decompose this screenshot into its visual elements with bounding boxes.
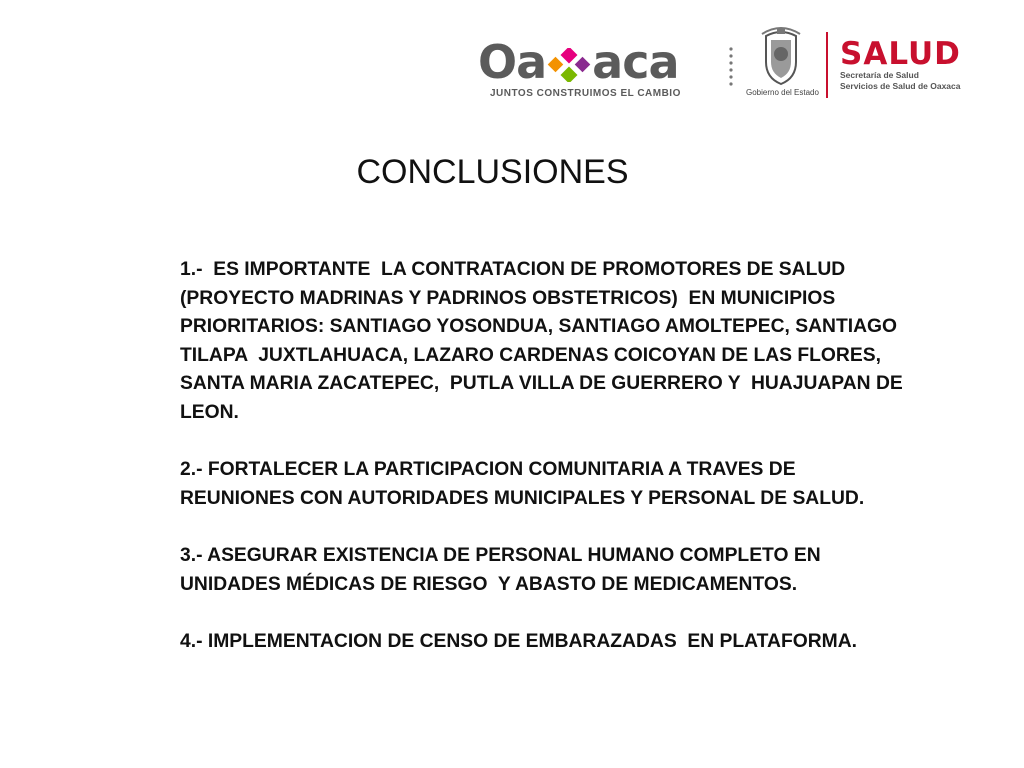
salud-wordmark: SALUD bbox=[840, 36, 961, 72]
oaxaca-wordmark-suffix: aca bbox=[592, 35, 679, 89]
oaxaca-logo bbox=[478, 36, 718, 106]
conclusion-item-1: 1.- ES IMPORTANTE LA CONTRATACION DE PROMOTORES DE SALUD (PROYECTO MADRINAS Y PADRINOS OBSTETRICOS) EN MUNICIPIOS PRIORITARIOS: SANTIAGO YOSONDUA, SANTIAGO AMOLTEPEC, SANTIAGO TILAPA JUXTLAHUACA, LAZARO CARDENAS COICOYAN DE LAS FLORES, SANTA MARIA ZACATEPEC, PUTLA VILLA DE GUERRERO Y HUAJUAPAN DE LEON. bbox=[180, 259, 903, 423]
oaxaca-tagline: JUNTOS CONSTRUIMOS EL CAMBIO bbox=[490, 88, 681, 99]
gobierno-escudo bbox=[746, 26, 819, 106]
coat-of-arms-icon bbox=[758, 26, 804, 86]
oaxaca-wordmark bbox=[478, 36, 679, 88]
oaxaca-x-mark-icon bbox=[546, 48, 592, 82]
header-divider bbox=[826, 32, 828, 98]
conclusions-list bbox=[180, 256, 940, 685]
separator-dots-icon bbox=[728, 46, 734, 86]
conclusion-item-2: 2.- FORTALECER LA PARTICIPACION COMUNITARIA A TRAVES DE REUNIONES CON AUTORIDADES MUNICIPALES Y PERSONAL DE SALUD. bbox=[180, 459, 865, 509]
gobierno-label: Gobierno del Estado bbox=[746, 88, 819, 97]
conclusion-item-3: 3.- ASEGURAR EXISTENCIA DE PERSONAL HUMANO COMPLETO EN UNIDADES MÉDICAS DE RIESGO Y ABASTO DE MEDICAMENTOS. bbox=[180, 544, 821, 595]
page-title: CONCLUSIONES bbox=[356, 153, 629, 191]
salud-subtitle-2: Servicios de Salud de Oaxaca bbox=[840, 81, 961, 91]
header-logos bbox=[478, 26, 968, 106]
salud-subtitle-1: Secretaría de Salud bbox=[840, 70, 919, 80]
conclusion-item-4: 4.- IMPLEMENTACION DE CENSO DE EMBARAZADAS EN PLATAFORMA. bbox=[180, 630, 857, 652]
salud-logo bbox=[840, 38, 970, 92]
oaxaca-wordmark-prefix: Oa bbox=[478, 35, 547, 89]
